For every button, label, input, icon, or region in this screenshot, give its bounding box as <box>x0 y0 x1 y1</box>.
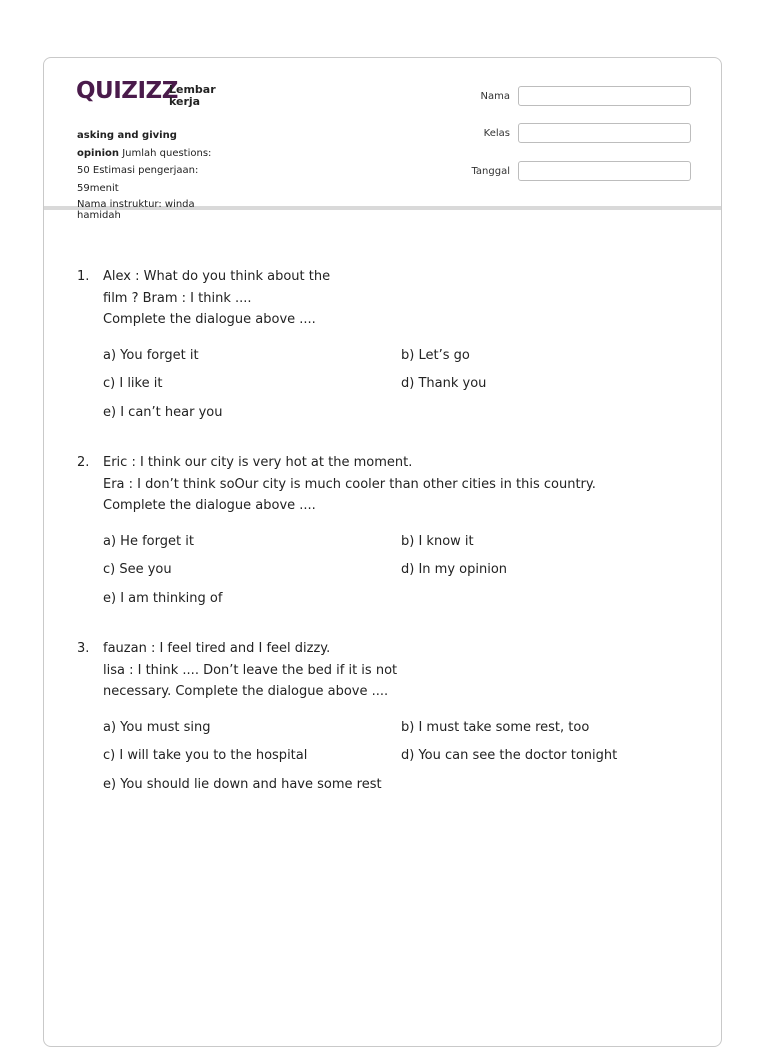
option-c[interactable]: c) I like it <box>103 376 163 391</box>
date-input[interactable] <box>518 161 691 181</box>
question-line: Complete the dialogue above .... <box>103 498 316 513</box>
option-e[interactable]: e) I can’t hear you <box>103 405 223 420</box>
question-number: 1. <box>77 269 90 284</box>
question-number: 3. <box>77 641 90 656</box>
instructor-name: Nama instruktur: winda hamidah <box>77 199 195 221</box>
question-line: Alex : What do you think about the <box>103 269 331 284</box>
option-e[interactable]: e) I am thinking of <box>103 591 223 606</box>
question-line: Era : I don’t think soOur city is much cooler than other cities in this country. <box>103 476 596 492</box>
name-label: Nama <box>480 90 510 102</box>
question-text <box>103 452 596 517</box>
question-line: lisa : I think .... Don’t leave the bed if it is not <box>103 662 398 678</box>
option-a[interactable]: a) You must sing <box>103 720 211 735</box>
option-a[interactable]: a) You forget it <box>103 348 199 363</box>
option-b[interactable]: b) Let’s go <box>401 348 470 363</box>
option-e[interactable]: e) You should lie down and have some rest <box>103 777 382 792</box>
worksheet-page <box>43 57 722 1047</box>
name-field-row <box>481 85 691 107</box>
option-a[interactable]: a) He forget it <box>103 534 194 549</box>
option-d[interactable]: d) Thank you <box>401 376 487 391</box>
question-line: film ? Bram : I think .... <box>103 290 252 306</box>
question-number: 2. <box>77 455 90 470</box>
question-text <box>103 638 397 703</box>
quiz-meta <box>77 127 217 221</box>
date-label: Tanggal <box>471 165 510 177</box>
option-b[interactable]: b) I know it <box>401 534 474 549</box>
class-field-row <box>484 122 691 144</box>
date-field-row <box>471 160 691 182</box>
question-line: Eric : I think our city is very hot at the moment. <box>103 455 413 470</box>
question-text <box>103 266 330 331</box>
worksheet-header <box>44 58 721 221</box>
class-label: Kelas <box>483 127 510 139</box>
option-d[interactable]: d) You can see the doctor tonight <box>401 748 618 763</box>
question-line: fauzan : I feel tired and I feel dizzy. <box>103 641 331 656</box>
option-c[interactable]: c) See you <box>103 562 172 577</box>
option-c[interactable]: c) I will take you to the hospital <box>103 748 308 763</box>
quiz-details: Jumlah questions: 50 Estimasi pengerjaan: 59menit <box>77 147 212 194</box>
question-line: Complete the dialogue above .... <box>103 312 316 327</box>
quiz-title: asking and giving opinion <box>77 130 177 159</box>
question-line: necessary. Complete the dialogue above .... <box>103 684 389 699</box>
name-input[interactable] <box>518 86 691 106</box>
worksheet-label: Lembar kerja <box>169 83 216 108</box>
option-d[interactable]: d) In my opinion <box>401 562 508 577</box>
quizizz-logo: QUIZIZZ <box>76 78 178 104</box>
option-b[interactable]: b) I must take some rest, too <box>401 720 590 735</box>
class-input[interactable] <box>518 123 691 143</box>
